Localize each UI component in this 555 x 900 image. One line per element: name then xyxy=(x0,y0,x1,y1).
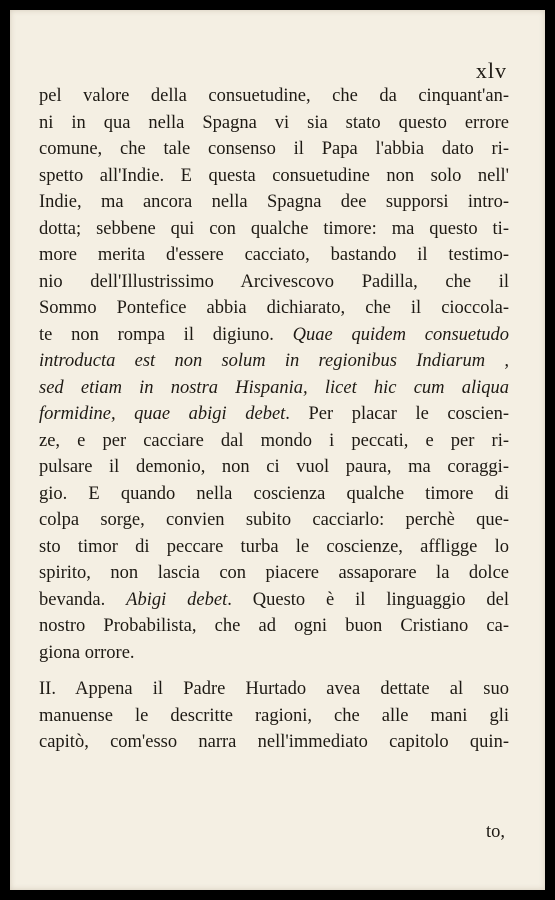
book-page xyxy=(10,10,545,890)
latin-quote-line: introducta est non solum in regionibus Indiarum , xyxy=(39,351,509,371)
text-line: nio dell'Illustrissimo Arcivescovo Padilla, che il xyxy=(39,271,509,292)
text-line: manuense le descritte ragioni, che alle mani gli xyxy=(39,705,509,726)
text-line: giona orrore. xyxy=(39,642,135,663)
paragraph-gap xyxy=(39,666,509,676)
text-line: pel valore della consuetudine, che da cinquant'an- xyxy=(39,86,509,106)
latin-quote: formidine, quae abigi debet xyxy=(39,404,286,424)
latin-quote: Abigi debet xyxy=(126,589,228,610)
text-line: Indie, ma ancora nella Spagna dee supporsi intro- xyxy=(39,192,509,212)
catchword: to, xyxy=(485,822,505,842)
text-line: colpa sorge, convien subito cacciarlo: perchè que- xyxy=(39,510,509,530)
text-line xyxy=(39,322,509,349)
text-line: spirito, non lascia con piacere assaporare la dolce xyxy=(39,563,509,583)
text-line: capitò, com'esso narra nell'immediato capitolo quin- xyxy=(39,732,509,752)
text-segment: bevanda. xyxy=(39,589,127,610)
text-segment: te non rompa il digiuno. xyxy=(39,324,293,345)
text-line: comune, che tale consenso il Papa l'abbia dato ri- xyxy=(39,139,509,159)
text-line xyxy=(39,401,509,428)
text-segment: . Questo è il linguaggio del xyxy=(227,589,509,610)
text-segment: . Per placar le coscien- xyxy=(285,404,509,424)
page-number: xlv xyxy=(475,58,507,83)
latin-quote-line: sed etiam in nostra Hispania, licet hic cum aliqua xyxy=(39,377,509,398)
text-line: dotta; sebbene qui con qualche timore: ma questo ti- xyxy=(39,218,509,239)
latin-quote: Quae quidem consuetudo xyxy=(292,324,509,345)
text-line: ze, e per cacciare dal mondo i peccati, e per ri- xyxy=(39,430,509,451)
text-line xyxy=(39,587,509,614)
text-line: gio. E quando nella coscienza qualche timore di xyxy=(39,483,509,504)
text-line: more merita d'essere cacciato, bastando il testimo- xyxy=(39,245,509,265)
text-line: pulsare il demonio, non ci vuol paura, ma coraggi- xyxy=(39,457,509,477)
text-line: nostro Probabilista, che ad ogni buon Cristiano ca- xyxy=(39,616,509,636)
text-line: Sommo Pontefice abbia dichiarato, che il cioccola- xyxy=(39,298,509,318)
text-line: spetto all'Indie. E questa consuetudine non solo nell' xyxy=(39,165,509,186)
body-text xyxy=(39,83,509,756)
text-line: sto timor di peccare turba le coscienze, affligge lo xyxy=(39,536,509,557)
text-line: ni in qua nella Spagna vi sia stato questo errore xyxy=(39,112,509,133)
text-line: II. Appena il Padre Hurtado avea dettate al suo xyxy=(39,679,509,699)
